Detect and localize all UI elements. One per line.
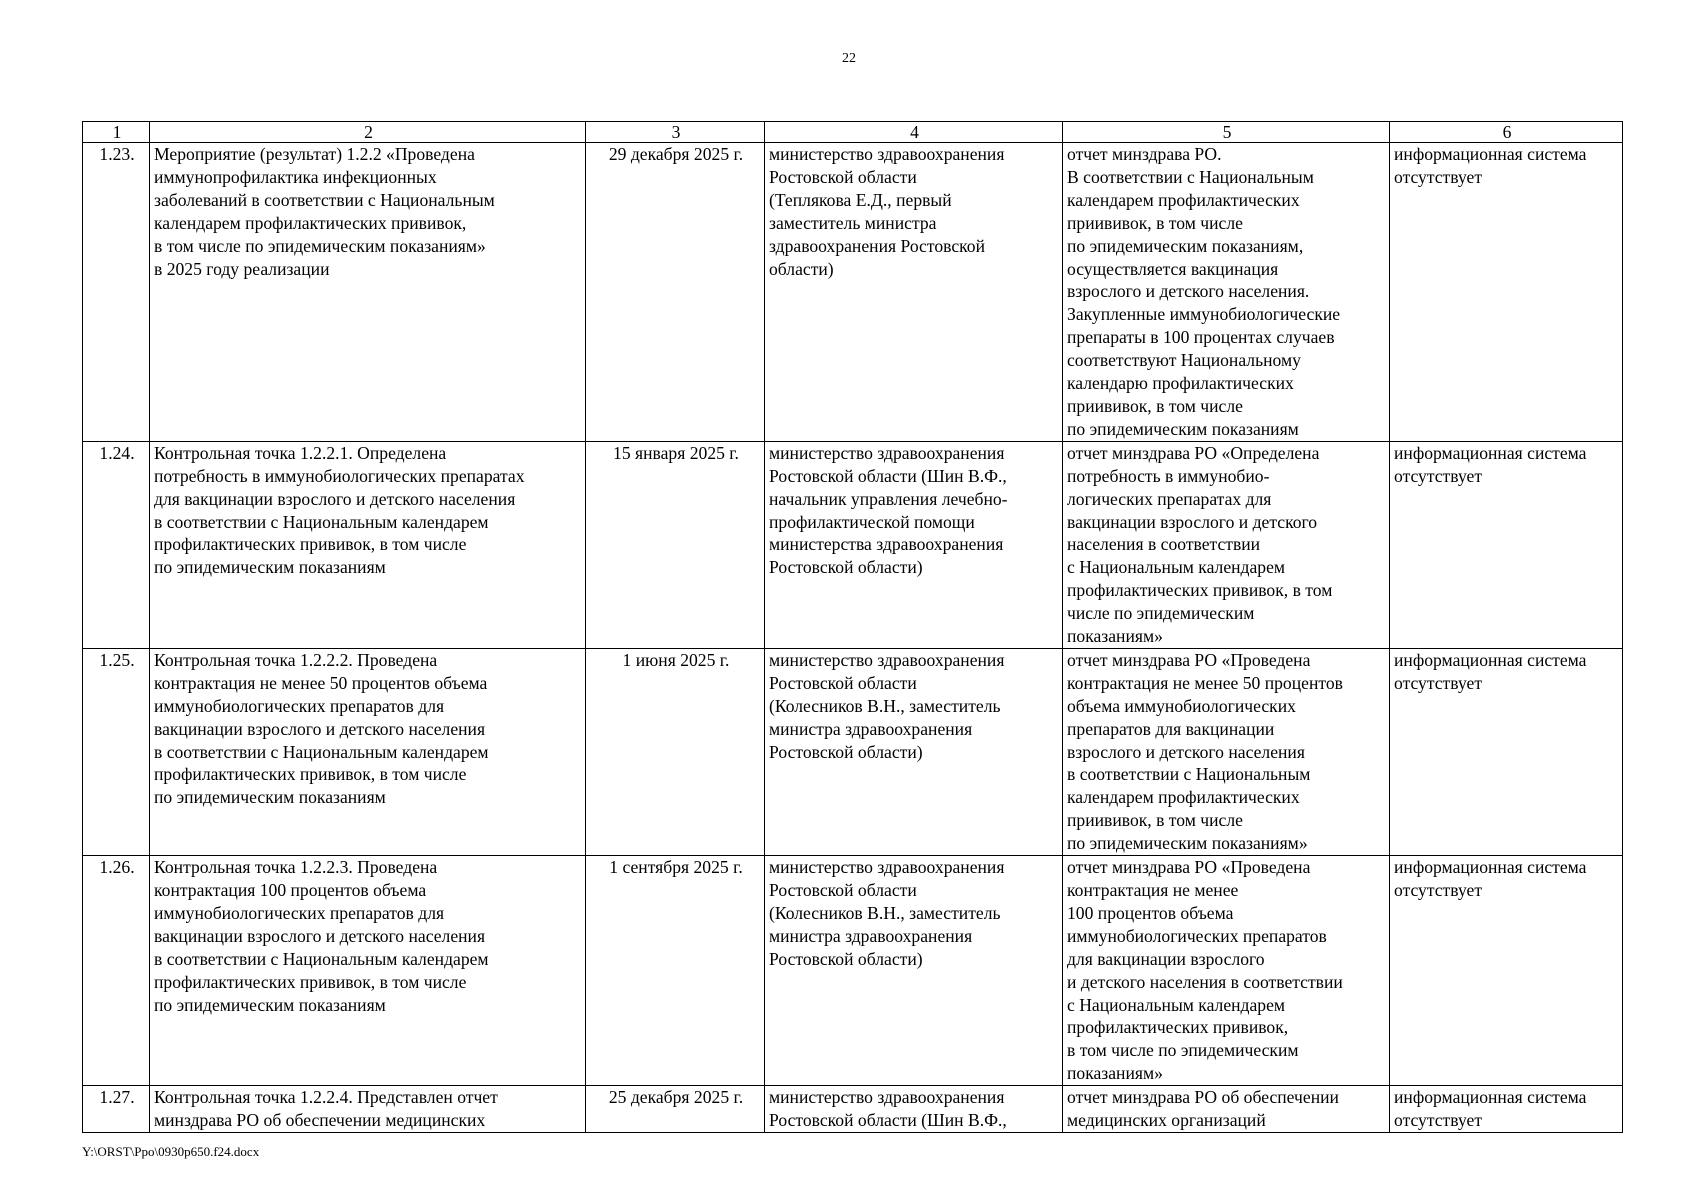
file-path-footer: Y:\ORST\Ppo\0930p650.f24.docx — [82, 1144, 260, 1159]
table-header-row — [83, 122, 1623, 143]
row-number: 1.23. — [83, 143, 150, 442]
responsible-cell: министерство здравоохранения Ростовской области (Шин В.Ф., — [765, 1086, 1063, 1133]
column-header: 2 — [150, 122, 586, 143]
table-row — [83, 1086, 1623, 1133]
row-number: 1.25. — [83, 648, 150, 855]
responsible-cell: министерство здравоохранения Ростовской области (Колесников В.Н., заместитель министра здравоохранения Ростовской области) — [765, 648, 1063, 855]
date-cell: 15 января 2025 г. — [586, 441, 765, 648]
date-cell: 1 июня 2025 г. — [586, 648, 765, 855]
document-cell: отчет минздрава РО «Проведена контрактация не менее 100 процентов объема иммунобиологических препаратов для вакцинации взрослого и детского населения в соответствии с Национальным календарем профилактических прививок, в том числе по эпидемическим показаниям» — [1063, 856, 1390, 1086]
column-header: 3 — [586, 122, 765, 143]
date-cell: 1 сентября 2025 г. — [586, 856, 765, 1086]
information-system-cell: информационная система отсутствует — [1390, 648, 1623, 855]
event-cell: Контрольная точка 1.2.2.1. Определена потребность в иммунобиологических препаратах для вакцинации взрослого и детского населения в соответствии с Национальным календарем профилактических прививок, в том числе по эпидемическим показаниям — [150, 441, 586, 648]
responsible-cell: министерство здравоохранения Ростовской области (Шин В.Ф., начальник управления лечебно- профилактической помощи министерства здравоохранения Ростовской области) — [765, 441, 1063, 648]
page-number: 22 — [842, 51, 856, 66]
document-cell: отчет минздрава РО «Проведена контрактация не менее 50 процентов объема иммунобиологических препаратов для вакцинации взрослого и детского населения в соответствии с Национальным календарем профилактических приививок, в том числе по эпидемическим показаниям» — [1063, 648, 1390, 855]
column-header: 4 — [765, 122, 1063, 143]
document-cell: отчет минздрава РО об обеспечении медицинских организаций — [1063, 1086, 1390, 1133]
document-cell: отчет минздрава РО. В соответствии с Национальным календарем профилактических приививок, в том числе по эпидемическим показаниям, осуществляется вакцинация взрослого и детского населения. Закупленные иммунобиологические препараты в 100 процентах случаев соответствуют Национальному календарю профилактических приививок, в том числе по эпидемическим показаниям — [1063, 143, 1390, 442]
column-header: 1 — [83, 122, 150, 143]
document-cell: отчет минздрава РО «Определена потребность в иммунобио- логических препаратах для вакцинации взрослого и детского населения в соответствии с Национальным календарем профилактических прививок, в том числе по эпидемическим показаниям» — [1063, 441, 1390, 648]
responsible-cell: министерство здравоохранения Ростовской области (Теплякова Е.Д., первый заместитель министра здравоохранения Ростовской области) — [765, 143, 1063, 442]
date-cell: 25 декабря 2025 г. — [586, 1086, 765, 1133]
responsible-cell: министерство здравоохранения Ростовской области (Колесников В.Н., заместитель министра здравоохранения Ростовской области) — [765, 856, 1063, 1086]
row-number: 1.24. — [83, 441, 150, 648]
plan-table — [82, 121, 1623, 1133]
table-row — [83, 441, 1623, 648]
event-cell: Мероприятие (результат) 1.2.2 «Проведена иммунопрофилактика инфекционных заболеваний в соответствии с Национальным календарем профилактических прививок, в том числе по эпидемическим показаниям» в 2025 году реализации — [150, 143, 586, 442]
row-number: 1.27. — [83, 1086, 150, 1133]
event-cell: Контрольная точка 1.2.2.4. Представлен отчет минздрава РО об обеспечении медицинских — [150, 1086, 586, 1133]
date-cell: 29 декабря 2025 г. — [586, 143, 765, 442]
event-cell: Контрольная точка 1.2.2.3. Проведена контрактация 100 процентов объема иммунобиологических препаратов для вакцинации взрослого и детского населения в соответствии с Национальным календарем профилактических прививок, в том числе по эпидемическим показаниям — [150, 856, 586, 1086]
information-system-cell: информационная система отсутствует — [1390, 856, 1623, 1086]
column-header: 5 — [1063, 122, 1390, 143]
row-number: 1.26. — [83, 856, 150, 1086]
event-cell: Контрольная точка 1.2.2.2. Проведена контрактация не менее 50 процентов объема иммунобиологических препаратов для вакцинации взрослого и детского населения в соответствии с Национальным календарем профилактических прививок, в том числе по эпидемическим показаниям — [150, 648, 586, 855]
table-row — [83, 648, 1623, 855]
information-system-cell: информационная система отсутствует — [1390, 441, 1623, 648]
information-system-cell: информационная система отсутствует — [1390, 1086, 1623, 1133]
table-row — [83, 143, 1623, 442]
information-system-cell: информационная система отсутствует — [1390, 143, 1623, 442]
column-header: 6 — [1390, 122, 1623, 143]
table-row — [83, 856, 1623, 1086]
